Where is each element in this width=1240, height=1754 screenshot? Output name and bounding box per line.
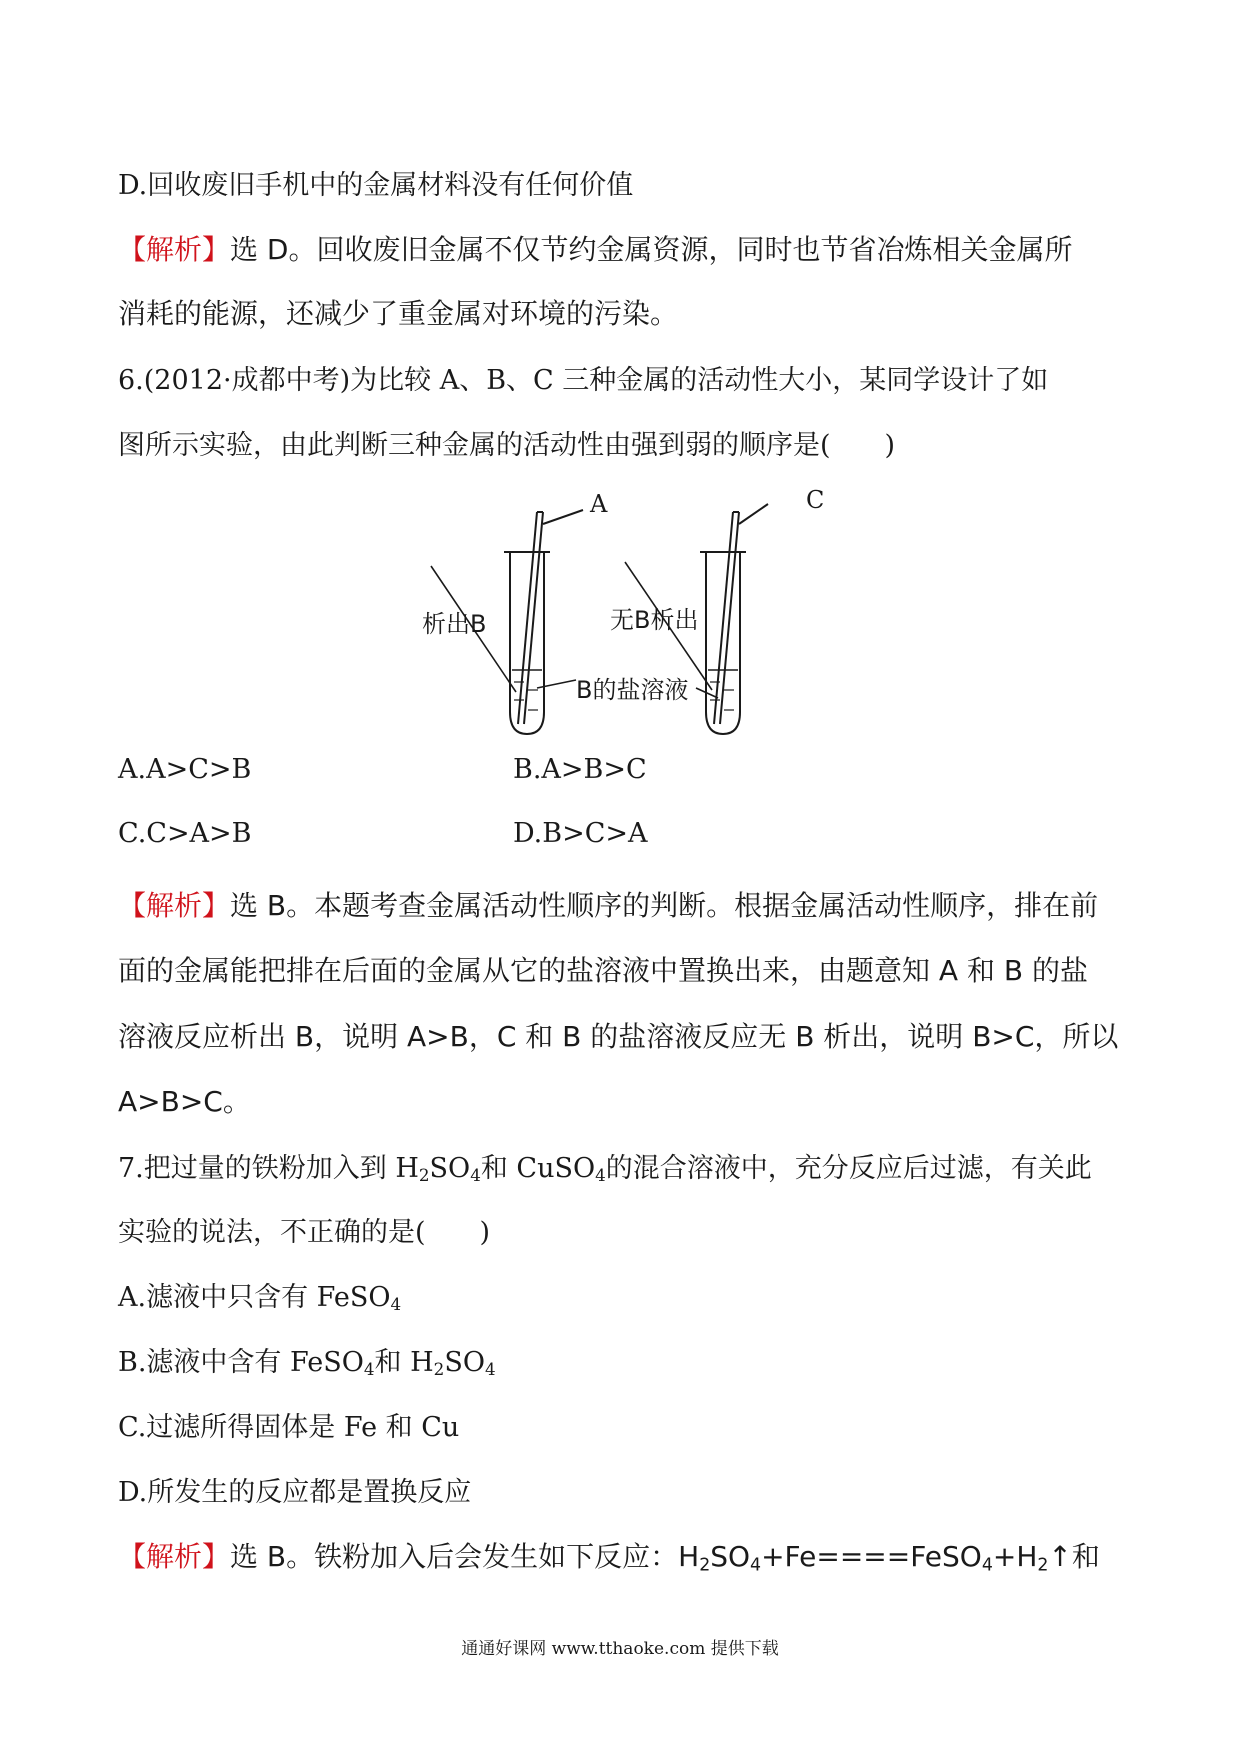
q6-analysis-line-2: 面的金属能把排在后面的金属从它的盐溶液中置换出来，由题意知 A 和 B 的盐 [118, 954, 1088, 987]
q5-analysis-line-2: 消耗的能源，还减少了重金属对环境的污染。 [118, 297, 679, 330]
page-footer: 通通好课网 www.tthaoke.com 提供下载 [461, 1639, 779, 1659]
q7-option-c: C.过滤所得固体是 Fe 和 Cu [118, 1412, 460, 1443]
left-test-tube [510, 552, 544, 734]
label-c: C [806, 486, 825, 514]
q7-stem-line-2: 实验的说法，不正确的是( ) [118, 1217, 491, 1248]
q6-option-b: B.A>B>C [513, 754, 647, 785]
label-b-precipitated: 析出B [422, 610, 487, 638]
label-a-leader [543, 510, 583, 524]
q7-analysis-line-1: 【解析】选 B。铁粉加入后会发生如下反应：$H_2SO_4+Fe====FeSO_4+H_2↑$和 [118, 1540, 1100, 1576]
q7-option-b: B.滤液中含有 FeSO$_4$和 $H_2SO_4$ [118, 1347, 496, 1380]
analysis-tag: 【解析】 [118, 889, 231, 922]
label-no-b-precipitated: 无B析出 [610, 606, 699, 634]
q7-stem-line-1: 7.把过量的铁粉加入到 $H_2SO_4$和 CuSO$_4$的混合溶液中，充分反应后过滤，有关此 [118, 1153, 1092, 1186]
q6-analysis-text-1: 选 B。本题考查金属活动性顺序的判断。根据金属活动性顺序，排在前 [230, 889, 1099, 922]
label-b-salt-solution: B的盐溶液 [576, 676, 689, 704]
q6-analysis-line-1 [118, 884, 1098, 924]
q6-option-d: D.B>C>A [513, 818, 648, 849]
analysis-tag: 【解析】 [118, 1540, 231, 1573]
q6-stem-line-1: 6.(2012·成都中考)为比较 A、B、C 三种金属的活动性大小，某同学设计了如 [118, 365, 1049, 396]
q6-analysis-line-4: A>B>C。 [118, 1085, 251, 1118]
label-a: A [590, 490, 608, 518]
q5-option-d: D.回收废旧手机中的金属材料没有任何价值 [118, 170, 634, 201]
q6-option-a: A.A>C>B [118, 754, 252, 785]
q6-analysis-line-3: 溶液反应析出 B，说明 A>B，C 和 B 的盐溶液反应无 B 析出，说明 B>C，所以 [118, 1020, 1119, 1053]
test-tube-figure [400, 486, 840, 738]
q7-option-d: D.所发生的反应都是置换反应 [118, 1477, 472, 1508]
q6-option-c: C.C>A>B [118, 818, 252, 849]
analysis-tag: 【解析】 [118, 233, 231, 266]
q7-option-a: A.滤液中只含有 FeSO$_4$ [118, 1282, 402, 1315]
right-test-tube [706, 552, 740, 734]
q5-analysis-line-1 [118, 228, 1072, 268]
q5-analysis-text-1: 选 D。回收废旧金属不仅节约金属资源，同时也节省冶炼相关金属所 [230, 233, 1073, 266]
q6-stem-line-2: 图所示实验，由此判断三种金属的活动性由强到弱的顺序是( ) [118, 430, 896, 461]
label-c-leader [739, 504, 768, 524]
